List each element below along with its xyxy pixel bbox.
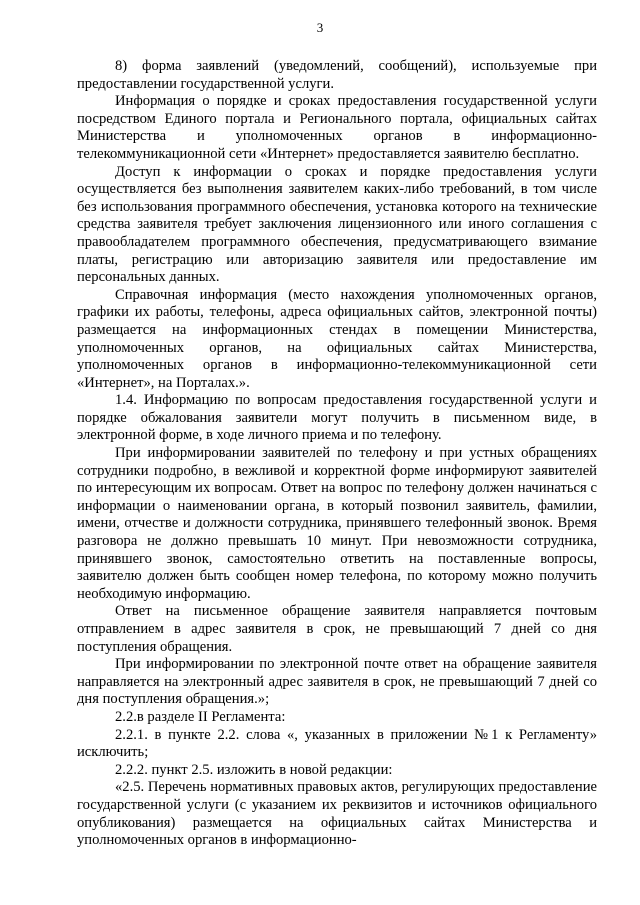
paragraph-section-2-5: «2.5. Перечень нормативных правовых актов, регулирующих предоставление государственной услуги (с указанием их реквизитов и источников официального опубликования) размещается на официальных сайтах Министерства и уполномоченных органов в информационно-: [77, 779, 597, 849]
paragraph-forms-list-item: 8) форма заявлений (уведомлений, сообщений), используемые при предоставлении государственной услуги.: [77, 58, 597, 92]
paragraph-section-2-2-1: 2.2.1. в пункте 2.2. слова «, указанных в приложении №1 к Регламенту» исключить;: [77, 726, 597, 761]
paragraph-reference-information: Справочная информация (место нахождения уполномоченных органов, графики их работы, телефоны, адреса официальных сайтов, электронной почты) размещается на информационных стендах в помещении Министерства, уполномоченных органов, на официальных сайтах Министерства, уполномоченных органов в информационно-телекоммуникационной сети «Интернет», на Порталах.».: [77, 286, 597, 391]
paragraph-access-without-requirements: Доступ к информации о сроках и порядке предоставления услуги осуществляется без выполнения заявителем каких-либо требований, в том числе без использования программного обеспечения, установка которого на технические средства заявителя требует заключения лицензионного или иного соглашения с правообладателем программного обеспечения, предусматривающего взимание платы, регистрацию или авторизацию заявителя или предоставление им персональных данных.: [77, 163, 597, 286]
paragraph-written-reply: Ответ на письменное обращение заявителя направляется почтовым отправлением в адрес заявителя в срок, не превышающий 7 дней со дня поступления обращения.: [77, 603, 597, 655]
paragraph-section-2-2-2: 2.2.2. пункт 2.5. изложить в новой редакции:: [115, 761, 393, 778]
paragraph-phone-informing: При информировании заявителей по телефону и при устных обращениях сотрудники подробно, в вежливой и корректной форме информируют заявителей по интересующим их вопросам. Ответ на вопрос по телефону должен начинаться с информации о наименовании органа, в который позвонил заявитель, фамилии, имени, отчестве и должности сотрудника, принявшего телефонный звонок. Время разговора не должно превышать 10 минут. При невозможности сотрудника, принявшего звонок, самостоятельно ответить на поставленные вопросы, заявителю должен быть сообщен номер телефона, по которому можно получить необходимую информацию.: [77, 445, 597, 602]
paragraph-section-1-4: 1.4. Информацию по вопросам предоставления государственной услуги и порядке обжалования заявители могут получить в письменном виде, в электронной форме, в ходе личного приема и по телефону.: [77, 392, 597, 444]
page-number: 3: [316, 20, 324, 35]
paragraph-section-2-2: 2.2.в разделе II Регламента:: [115, 708, 286, 725]
document-body: [77, 58, 597, 850]
paragraph-info-free-of-charge: Информация о порядке и сроках предоставления государственной услуги посредством Единого портала и Регионального портала, официальных сайтах Министерства и уполномоченных органов в информационно-телекоммуникационной сети «Интернет» предоставляется заявителю бесплатно.: [77, 93, 597, 162]
paragraph-email-informing: При информировании по электронной почте ответ на обращение заявителя направляется на электронный адрес заявителя в срок, не превышающий 7 дней со дня поступления обращения.»;: [77, 656, 597, 708]
